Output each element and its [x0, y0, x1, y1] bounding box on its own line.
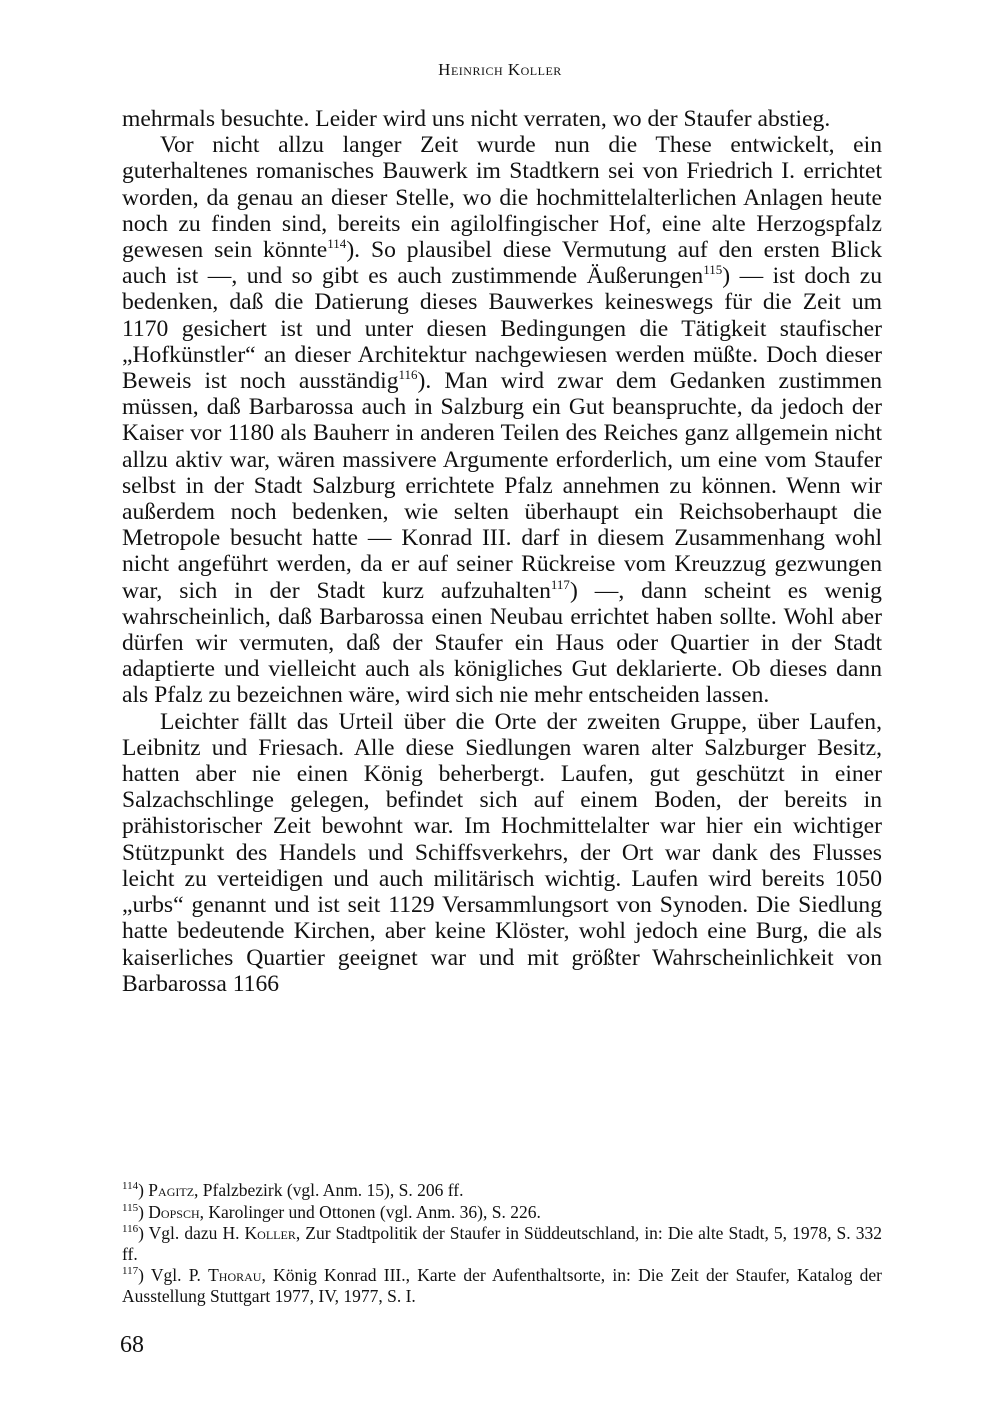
footnote-bracket: )	[138, 1265, 151, 1285]
footnote-author: Thorau	[208, 1265, 262, 1285]
footnote	[122, 1265, 882, 1306]
footnote-text: , König Konrad III., Karte der Aufenthaltsorte, in: Die Zeit der Staufer, Katalog der Ausstellung Stuttgart 1977, IV, 1977, S. I.	[122, 1265, 883, 1306]
footnote-reference: 114	[327, 236, 347, 252]
footnote	[122, 1202, 882, 1223]
footnote-bracket: )	[138, 1201, 149, 1222]
footnote-text: , Zur Stadtpolitik der Staufer in Süddeutschland, in: Die alte Stadt, 5, 1978, S. 332 ff.	[122, 1223, 882, 1264]
paragraph	[122, 132, 882, 708]
footnote-author: Koller	[244, 1223, 296, 1243]
paragraph	[122, 106, 882, 132]
footnote-author: Pagitz	[148, 1180, 195, 1200]
footnote-prefix: Vgl. P.	[150, 1265, 209, 1285]
footnote	[122, 1180, 882, 1201]
footnote-reference: 117	[550, 576, 570, 592]
footnote-prefix: Vgl. dazu H.	[148, 1223, 245, 1243]
page-number: 68	[120, 1332, 144, 1358]
footnote-number: 115	[122, 1201, 139, 1214]
paragraph-text: ). So plausibel diese Vermutung auf den ersten Blick auch ist —, und so gibt es auch zustimmende Äußerungen	[122, 237, 882, 290]
footnote-number: 114	[122, 1180, 139, 1193]
paragraph-text: Leichter fällt das Urteil über die Orte der zweiten Gruppe, über Laufen, Leibnitz und Friesach. Alle diese Siedlungen waren alter Salzburger Besitz, hatten aber nie einen König beherbergt. Laufen, gut geschützt in einer Salzachschlinge gelegen, befindet sich auf einem Boden, der bereits in prähistorischer Zeit bewohnt war. Im Hochmittelalter war hier ein wichtiger Stützpunkt des Handels und Schiffsverkehrs, der Ort war dank des Flusses leicht zu verteidigen und auch militärisch wichtig. Laufen wird bereits 1050 „urbs“ genannt und ist seit 1129 Versammlungsort von Synoden. Die Siedlung hatte bedeutende Kirchen, aber keine Klöster, wohl jedoch eine Burg, die als kaiserliches Quartier geeignet war und mit größter Wahrscheinlichkeit von Barbarossa 1166	[122, 708, 882, 997]
footnote-reference: 115	[703, 262, 723, 278]
running-head: Heinrich Koller	[438, 60, 562, 79]
paragraph-text: ) — ist doch zu bedenken, daß die Datierung dieses Bauwerkes keineswegs für die Zeit um 1170 gesichert ist und unter diesen Bedingungen die Tätigkeit staufischer „Hofkünstler“ an dieser Architektur nachgewiesen werden müßte. Doch dieser Beweis ist noch ausständig	[122, 263, 882, 395]
footnote-author: Dopsch	[148, 1201, 200, 1222]
footnote-bracket: )	[138, 1180, 149, 1200]
footnotes	[122, 1180, 882, 1307]
footnote-number: 116	[122, 1223, 139, 1236]
paragraph	[122, 709, 882, 997]
paragraph-text: Vor nicht allzu langer Zeit wurde nun die These entwickelt, ein guterhaltenes romanisches Bauwerk im Stadtkern sei von Friedrich I. errichtet worden, da genau an dieser Stelle, wo die hochmittelalterlichen Anlagen heute noch zu finden sind, bereits ein agilolfingischer Hof, eine alte Herzogspfalz gewesen sein könnte	[122, 132, 882, 264]
paragraph-text: ) —, dann scheint es wenig wahrscheinlich, daß Barbarossa einen Neubau errichtet haben sollte. Wohl aber dürfen wir vermuten, daß der Staufer ein Haus oder Quartier in der Stadt adaptierte und vielleicht auch als königliches Gut deklarierte. Ob dieses dann als Pfalz zu bezeichnen wäre, wird sich nie mehr entscheiden lassen.	[122, 577, 882, 709]
body-text	[122, 106, 882, 997]
footnote-text: , Pfalzbezirk (vgl. Anm. 15), S. 206 ff.	[194, 1180, 464, 1200]
paragraph-text: ). Man wird zwar dem Gedanken zustimmen müssen, daß Barbarossa auch in Salzburg ein Gut beanspruchte, da jedoch der Kaiser vor 1180 als Bauherr in anderen Teilen des Reiches ganz allgemein nicht allzu aktiv war, wären massivere Argumente erforderlich, um eine vom Staufer selbst in der Stadt Salzburg errichtete Pfalz annehmen zu können. Wenn wir außerdem noch bedenken, wie selten überhaupt ein Reichsoberhaupt die Metropole besucht hatte — Konrad III. darf in diesem Zusammenhang wohl nicht angeführt werden, da er auf seiner Rückreise vom Kreuzzug gezwungen war, sich in der Stadt kurz aufzuhalten	[122, 368, 883, 604]
footnote	[122, 1223, 882, 1264]
footnote-number: 117	[122, 1265, 139, 1278]
footnote-text: , Karolinger und Ottonen (vgl. Anm. 36), S. 226.	[199, 1201, 541, 1222]
footnote-bracket: )	[138, 1223, 149, 1243]
paragraph-text: mehrmals besuchte. Leider wird uns nicht verraten, wo der Staufer abstieg.	[122, 106, 831, 132]
footnote-reference: 116	[398, 367, 418, 383]
